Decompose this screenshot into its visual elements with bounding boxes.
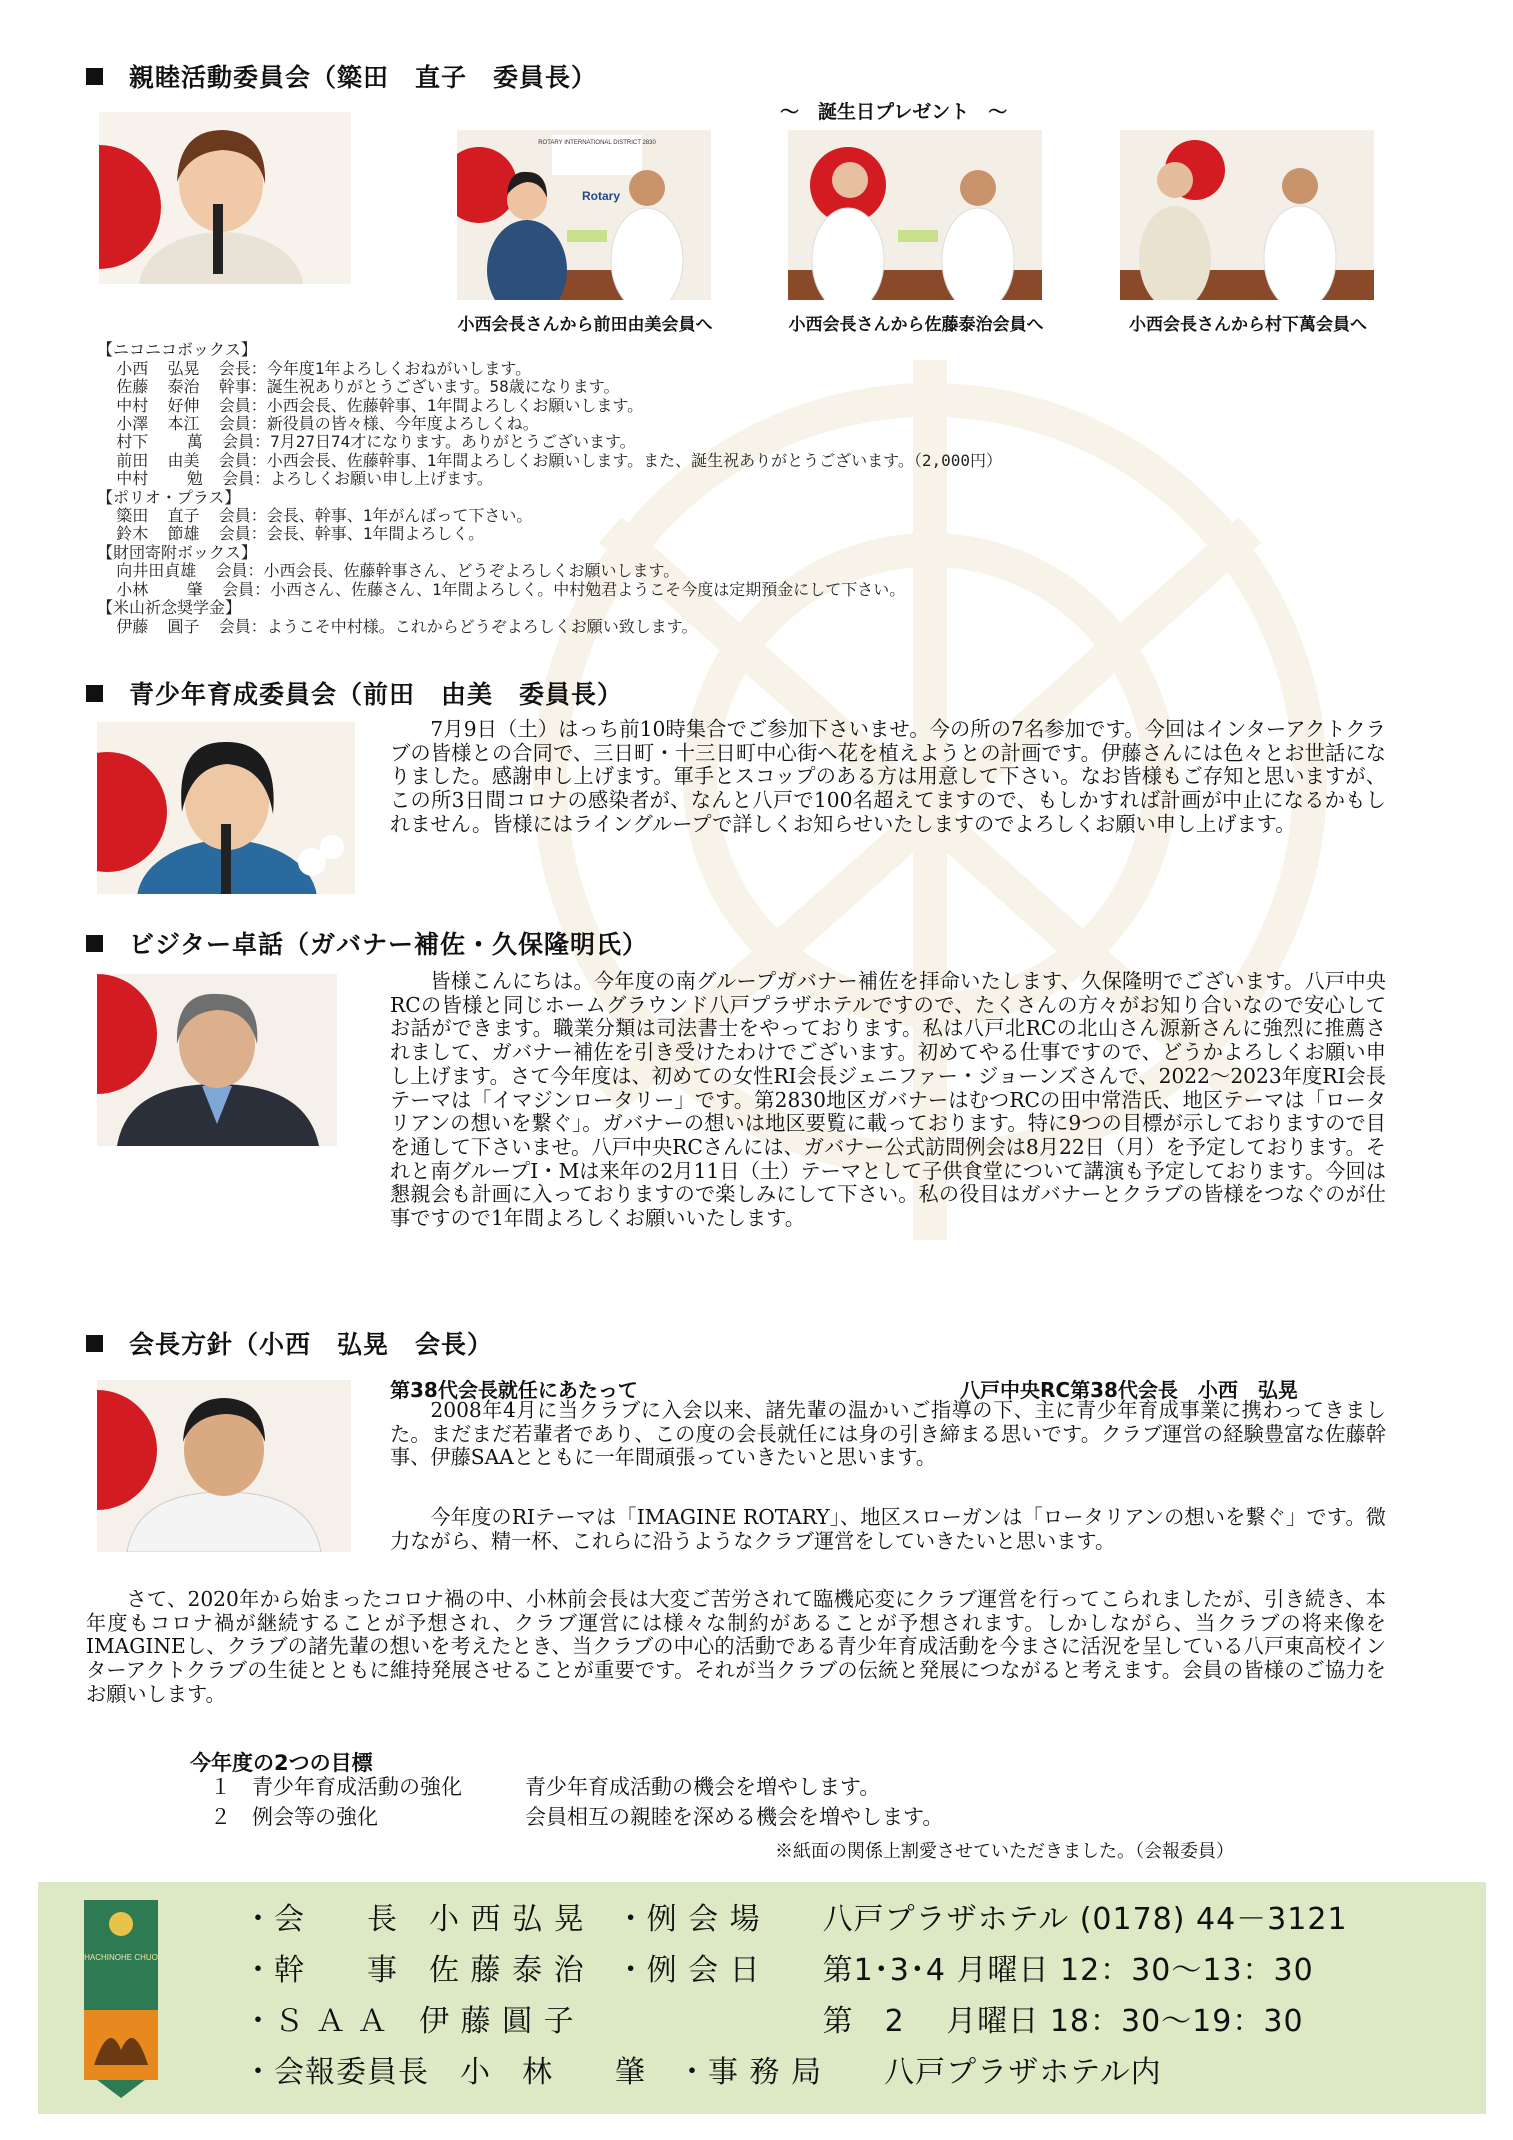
visitor-paragraph-text: 皆様こんにちは。今年度の南グループガバナー補佐を拝命いたします、久保隆明でございます。八戸中央RCの皆様と同じホームグラウンド八戸プラザホテルですので、たくさんの方々がお知り合いなので安心してお話ができます。職業分類は司法書士をやっております。私は八戸北RCの北山さん源新さんに強烈に推薦されまして、ガバナー補佐を引き受けたわけでございます。初めてやる仕事ですので、どうかよろしくお願い申し上げます。さて今年度は、初めての女性RI会長ジェニファー・ジョーンズさんで、2022～2023年度RI会長テーマは「イマジンロータリー」です。第2830地区ガバナーはむつRCの田中常浩氏、地区テーマは「ロータリアンの想いを繋ぐ」。ガバナーの想いは地区要覧に載っております。特に9つの目標が示しておりますので目を通して下さいませ。八戸中央RCさんには、ガバナー公式訪問例会は8月22日（月）を予定しております。それと南グループI・Mは来年の2月11日（土）テーマとして子供食堂について講演も予定しております。今回は懇親会も計画に入っておりますので楽しみにして下さい。私の役目はガバナーとクラブの皆様をつなぐのが仕事ですので1年間よろしくお願いいたします。 bbox=[390, 969, 1386, 1231]
list-item: 小澤 本江 会員：新役員の皆々様、今年度よろしくね。 bbox=[97, 414, 539, 434]
section-title: 会長方針（小西 弘晃 会長） bbox=[129, 1330, 494, 1359]
footer-row-saa-time: ・Ｓ Ａ Ａ 伊 藤 圓 子 第 2 月曜日 18：30～19：30 bbox=[243, 2004, 1304, 2039]
footer-row-editor-office: ・会報委員長 小 林 肇 ・事 務 局 八戸プラザホテル内 bbox=[243, 2055, 1162, 2090]
photo-committee-chair bbox=[99, 112, 351, 284]
list-item: 小西 弘晃 会長：今年度1年よろしくおねがいします。 bbox=[97, 358, 532, 378]
section-heading-fellowship bbox=[86, 58, 597, 94]
list-item: 向井田貞雄 会員：小西会長、佐藤幹事さん、どうぞよろしくお願いします。 bbox=[97, 561, 680, 581]
footer-row-president-venue: ・会 長 小 西 弘 晃 ・例 会 場 八戸プラザホテル (0178) 44－3121 bbox=[243, 1902, 1348, 1937]
omission-note: ※紙面の関係上割愛させていただきました。（会報委員） bbox=[775, 1841, 1234, 1862]
list-item: 鈴木 節雄 会員：会長、幹事、1年間よろしく。 bbox=[97, 524, 485, 544]
list-item: 小林 肇 会員：小西さん、佐藤さん、1年間よろしく。中村勉君ようこそ今度は定期預金にして下さい。 bbox=[97, 579, 906, 599]
birthday-subtitle: ～ 誕生日プレゼント ～ bbox=[780, 101, 1008, 123]
caption-photo-2: 小西会長さんから佐藤泰治会員へ bbox=[788, 315, 1044, 335]
caption-photo-1: 小西会長さんから前田由美会員へ bbox=[457, 315, 713, 335]
photo-youth-chair bbox=[97, 722, 355, 894]
donation-box-list bbox=[97, 323, 1002, 654]
section-heading-president bbox=[86, 1325, 493, 1361]
list-item: 【米山祈念奨学金】 bbox=[97, 598, 242, 618]
section-title: 親睦活動委員会（簗田 直子 委員長） bbox=[129, 63, 598, 92]
square-bullet-icon bbox=[86, 68, 103, 85]
list-item: 【ポリオ・プラス】 bbox=[97, 487, 241, 507]
photo-sign-club: Rotary bbox=[582, 189, 621, 203]
photo-birthday-3 bbox=[1120, 130, 1374, 300]
president-paragraph-1: 2008年4月に当クラブに入会以来、諸先輩の温かいご指導の下、主に青少年育成事業に携わってきました。まだまだ若輩者であり、この度の会長就任には身の引き締まる思いです。クラブ運営の経験豊富な佐藤幹事、伊藤SAAとともに一年間頑張っていきたいと思います。 bbox=[390, 1398, 1386, 1470]
photo-birthday-1 bbox=[457, 130, 711, 300]
section-heading-youth bbox=[86, 675, 623, 711]
president-paragraph-3: さて、2020年から始まったコロナ禍の中、小林前会長は大変ご苦労されて臨機応変にクラブ運営を行ってこられましたが、引き続き、本年度もコロナ禍が継続することが予想され、クラブ運営には様々な制約があることが予想されます。しかしながら、当クラブの将来像をIMAGINEし、クラブの諸先輩の想いを考えたとき、当クラブの中心的活動である青少年育成活動を今まさに活況を呈している八戸東高校インターアクトクラブの生徒とともに維持発展させることが重要です。それが当クラブの伝統と発展につながると考えます。会員の皆様のご協力をお願いします。 bbox=[86, 1587, 1386, 1706]
list-item: 村下 萬 会員：7月27日74才になります。ありがとうございます。 bbox=[97, 432, 636, 452]
photo-sign-district: ROTARY INTERNATIONAL DISTRICT 2830 bbox=[538, 140, 656, 146]
club-banner-icon bbox=[84, 1900, 158, 2098]
square-bullet-icon bbox=[86, 935, 103, 952]
list-item: 中村 勉 会員：よろしくお願い申し上げます。 bbox=[97, 469, 493, 489]
list-item: 前田 由美 会員：小西会長、佐藤幹事、1年間よろしくお願いします。また、誕生祝ありがとうございます。（2,000円） bbox=[97, 450, 1003, 470]
footer-row-secretary-date: ・幹 事 佐 藤 泰 治 ・例 会 日 第1･3･4 月曜日 12：30～13：30 bbox=[243, 1953, 1314, 1988]
photo-visitor bbox=[97, 974, 337, 1146]
visitor-paragraph-top bbox=[390, 970, 1386, 1231]
list-item: 伊藤 圓子 会員：ようこそ中村様。これからどうぞよろしくお願い致します。 bbox=[97, 616, 698, 636]
list-item: 【財団寄附ボックス】 bbox=[97, 542, 257, 562]
square-bullet-icon bbox=[86, 1335, 103, 1352]
list-item: 簗田 直子 会員：会長、幹事、1年がんばって下さい。 bbox=[97, 506, 533, 526]
section-title: ビジター卓話（ガバナー補佐・久保隆明氏） bbox=[129, 930, 649, 959]
caption-photo-3: 小西会長さんから村下萬会員へ bbox=[1129, 315, 1367, 335]
section-heading-visitor bbox=[86, 925, 648, 961]
square-bullet-icon bbox=[86, 685, 103, 702]
footer-info-box bbox=[38, 1882, 1486, 2114]
list-item: 佐藤 泰治 幹事：誕生祝ありがとうございます。58歳になります。 bbox=[97, 377, 620, 397]
president-heading-right: 八戸中央RC第38代会長 小西 弘晃 bbox=[960, 1378, 1298, 1402]
banner-text: HACHINOHE CHUO bbox=[84, 1953, 158, 1962]
goal-2: ２ 例会等の強化 会員相互の親睦を深める機会を増やします。 bbox=[210, 1805, 944, 1829]
president-paragraph-2: 今年度のRIテーマは「IMAGINE ROTARY」、地区スローガンは「ロータリアンの想いを繋ぐ」です。微力ながら、精一杯、これらに沿うようなクラブ運営をしていきたいと思います。 bbox=[390, 1505, 1386, 1553]
photo-president bbox=[97, 1380, 351, 1552]
youth-paragraph: 7月9日（土）はっち前10時集合でご参加下さいませ。今の所の7名参加です。今回はインターアクトクラブの皆様との合同で、三日町・十三日町中心街へ花を植えようとの計画です。伊藤さんには色々とお世話になりました。感謝申し上げます。軍手とスコップのある方は用意して下さい。なお皆様もご存知と思いますが、この所3日間コロナの感染者が、なんと八戸で100名超えてますので、もしかすれば計画が中止になるかもしれません。皆様にはライングループで詳しくお知らせいたしますのでよろしくお願い申し上げます。 bbox=[390, 717, 1386, 836]
list-item: 【ニコニコボックス】 bbox=[97, 340, 257, 360]
section-title: 青少年育成委員会（前田 由美 委員長） bbox=[129, 680, 624, 709]
president-heading-left: 第38代会長就任にあたって bbox=[390, 1378, 638, 1402]
goal-1: １ 青少年育成活動の強化 青少年育成活動の機会を増やします。 bbox=[210, 1775, 881, 1799]
goals-title: 今年度の2つの目標 bbox=[190, 1751, 373, 1775]
photo-birthday-2 bbox=[788, 130, 1042, 300]
list-item: 中村 好伸 会員：小西会長、佐藤幹事、1年間よろしくお願いします。 bbox=[97, 395, 644, 415]
